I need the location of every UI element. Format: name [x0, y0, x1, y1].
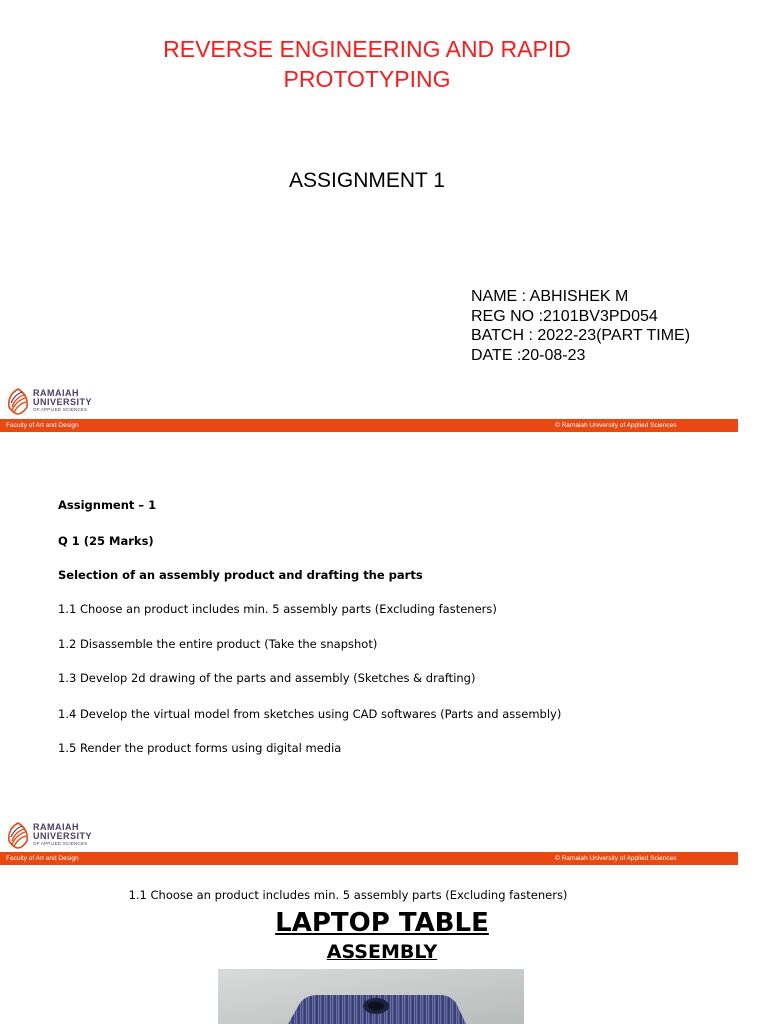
- assignment-label: Assignment – 1: [58, 498, 157, 512]
- task-item: 1.1 Choose an product includes min. 5 assembly parts (Excluding fasteners): [58, 602, 497, 616]
- task-item: 1.2 Disassemble the entire product (Take the snapshot): [58, 637, 378, 651]
- ramaiah-emblem-icon: [6, 821, 30, 849]
- product-subtitle: ASSEMBLY: [326, 941, 438, 963]
- footer-faculty: Faculty of Art and Design: [6, 422, 79, 429]
- footer-bar: [0, 419, 738, 432]
- product-slide: [0, 866, 768, 1024]
- laptop-table-photo: [218, 969, 524, 1024]
- product-title: LAPTOP TABLE: [275, 908, 489, 938]
- slide-subtitle: 1.1 Choose an product includes min. 5 assembly parts (Excluding fasteners): [128, 888, 568, 902]
- course-title-line1: REVERSE ENGINEERING AND RAPID: [163, 36, 571, 62]
- logo-line1: RAMAIAH: [33, 822, 79, 832]
- logo-wordmark: [33, 823, 92, 847]
- ramaiah-emblem-icon: [6, 387, 30, 415]
- university-logo: [6, 821, 92, 849]
- footer-faculty: Faculty of Art and Design: [6, 855, 79, 862]
- logo-line1: RAMAIAH: [33, 388, 79, 398]
- assignment-slide: [0, 432, 768, 866]
- footer-copyright: © Ramaiah University of Applied Sciences: [555, 855, 677, 862]
- university-logo: [6, 387, 92, 415]
- student-info: [471, 287, 690, 365]
- logo-line2: UNIVERSITY: [33, 831, 93, 841]
- task-item: 1.5 Render the product forms using digital media: [58, 741, 342, 755]
- logo-line3: OF APPLIED SCIENCES: [33, 841, 88, 846]
- title-slide: [0, 0, 768, 432]
- logo-line3: OF APPLIED SCIENCES: [33, 407, 88, 412]
- footer-copyright: © Ramaiah University of Applied Sciences: [555, 422, 677, 429]
- course-title-line2: PROTOTYPING: [283, 66, 451, 92]
- question-subheading: Selection of an assembly product and drafting the parts: [58, 568, 423, 582]
- assignment-heading: ASSIGNMENT 1: [289, 169, 445, 192]
- course-title: [0, 34, 734, 94]
- student-reg-no: REG NO :2101BV3PD054: [471, 307, 658, 325]
- logo-line2: UNIVERSITY: [33, 397, 93, 407]
- logo-wordmark: [33, 389, 92, 413]
- footer-bar: [0, 852, 738, 865]
- student-batch: BATCH : 2022-23(PART TIME): [471, 327, 691, 344]
- task-item: 1.3 Develop 2d drawing of the parts and assembly (Sketches & drafting): [58, 671, 476, 685]
- task-item: 1.4 Develop the virtual model from sketches using CAD softwares (Parts and assembly): [58, 707, 562, 721]
- question-label: Q 1 (25 Marks): [58, 534, 154, 548]
- student-name: NAME : ABHISHEK M: [471, 288, 629, 305]
- submission-date: DATE :20-08-23: [471, 346, 586, 364]
